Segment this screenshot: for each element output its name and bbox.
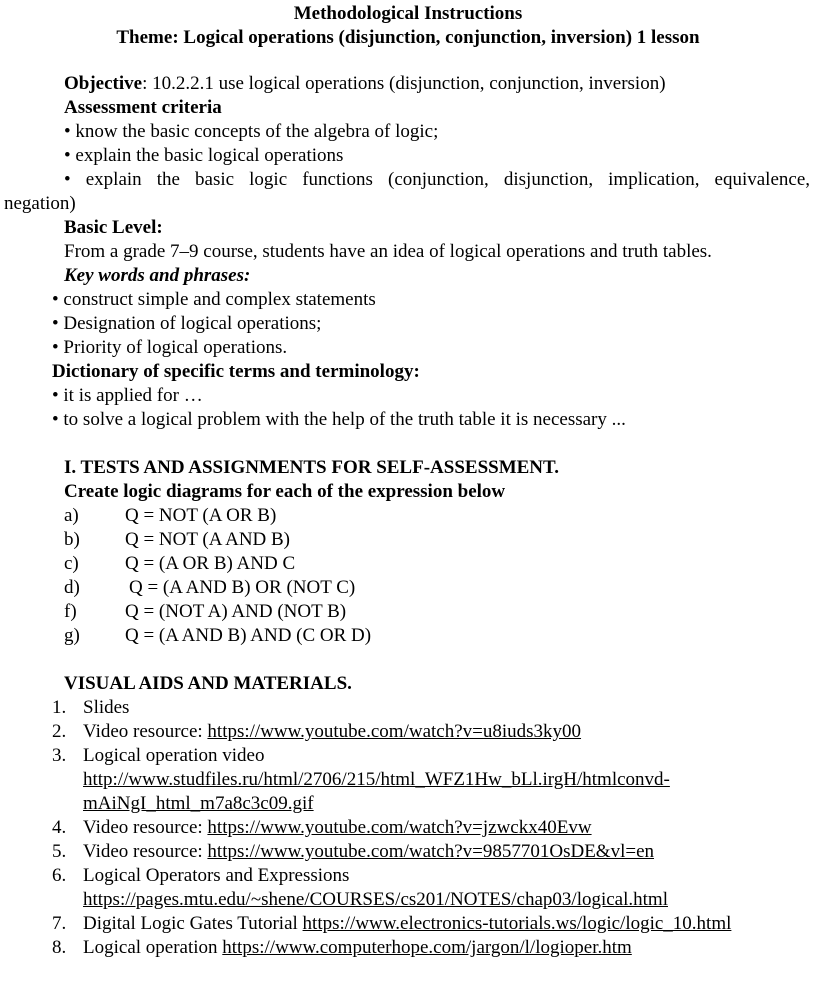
keywords-heading: Key words and phrases: xyxy=(64,265,251,286)
test-item-expression: Q = (A AND B) OR (NOT C) xyxy=(129,577,356,598)
test-item-label: f) xyxy=(64,601,77,622)
resource-number: 8. xyxy=(52,937,67,958)
keyword-item: • Priority of logical operations. xyxy=(52,337,288,358)
assessment-item: • explain the basic logical operations xyxy=(64,145,344,166)
resource-number: 6. xyxy=(52,865,67,886)
resource-number: 4. xyxy=(52,817,67,838)
visual-aids-heading: VISUAL AIDS AND MATERIALS. xyxy=(64,673,352,694)
test-item-label: d) xyxy=(64,577,80,598)
basic-level-text: From a grade 7–9 course, students have an idea of logical operations and truth tables. xyxy=(64,241,712,262)
test-item-expression: Q = (NOT A) AND (NOT B) xyxy=(125,601,347,622)
objective-text: : 10.2.2.1 use logical operations (disjunction, conjunction, inversion) xyxy=(142,73,666,94)
test-item-label: b) xyxy=(64,529,80,550)
test-item-expression: Q = (A AND B) AND (C OR D) xyxy=(125,625,372,646)
assessment-item: • know the basic concepts of the algebra of logic; xyxy=(64,121,439,142)
document-title: Methodological Instructions xyxy=(293,3,523,24)
test-item-expression: Q = NOT (A AND B) xyxy=(125,529,291,550)
basic-level-heading: Basic Level: xyxy=(64,217,163,238)
theme-text: : Logical operations (disjunction, conjunction, inversion) 1 lesson xyxy=(172,27,700,48)
dictionary-item: • to solve a logical problem with the help of the truth table it is necessary ... xyxy=(52,409,626,430)
resource-link[interactable]: https://www.youtube.com/watch?v=u8iuds3ky00 xyxy=(207,721,582,742)
dictionary-heading: Dictionary of specific terms and terminology: xyxy=(52,361,420,382)
assessment-continuation: negation) xyxy=(4,193,76,214)
resource-link[interactable]: http://www.studfiles.ru/html/2706/215/html_WFZ1Hw_bLl.irgH/htmlconvd- xyxy=(83,769,670,790)
resource-item: Logical operation video xyxy=(83,745,265,766)
resource-item xyxy=(83,720,581,744)
resource-item xyxy=(83,936,632,960)
objective xyxy=(64,72,666,96)
resource-item xyxy=(83,840,654,864)
assessment-item: • explain the basic logic functions (conjunction, disjunction, implication, equivalence, xyxy=(64,169,810,190)
resource-label: Video resource: xyxy=(83,817,208,838)
resource-label: Digital Logic Gates Tutorial xyxy=(83,913,303,934)
test-item-label: g) xyxy=(64,625,80,646)
resource-item: Logical Operators and Expressions xyxy=(83,865,350,886)
keyword-item: • construct simple and complex statements xyxy=(52,289,376,310)
resource-link-continued[interactable]: mAiNgI_html_m7a8c3c09.gif xyxy=(83,793,314,814)
tests-subheading: Create logic diagrams for each of the expression below xyxy=(64,481,506,502)
tests-heading: I. TESTS AND ASSIGNMENTS FOR SELF-ASSESSMENT. xyxy=(64,457,560,478)
theme-label: Theme xyxy=(116,27,173,48)
objective-label: Objective xyxy=(64,73,143,94)
dictionary-item: • it is applied for … xyxy=(52,385,203,406)
resource-number: 1. xyxy=(52,697,67,718)
resource-label: Video resource: xyxy=(83,721,208,742)
resource-link[interactable]: https://www.youtube.com/watch?v=jzwckx40Evw xyxy=(207,817,592,838)
test-item-expression: Q = (A OR B) AND C xyxy=(125,553,296,574)
assessment-heading: Assessment criteria xyxy=(64,97,222,118)
resource-number: 2. xyxy=(52,721,67,742)
resource-number: 5. xyxy=(52,841,67,862)
document-theme xyxy=(0,26,816,50)
resource-label: Logical operation xyxy=(83,937,223,958)
resource-label: Video resource: xyxy=(83,841,208,862)
resource-item: Slides xyxy=(83,697,130,718)
test-item-expression: Q = NOT (A OR B) xyxy=(125,505,277,526)
resource-link[interactable]: https://pages.mtu.edu/~shene/COURSES/cs201/NOTES/chap03/logical.html xyxy=(83,889,668,910)
resource-link[interactable]: https://www.electronics-tutorials.ws/logic/logic_10.html xyxy=(302,913,732,934)
resource-link[interactable]: https://www.youtube.com/watch?v=9857701OsDE&vl=en xyxy=(207,841,655,862)
keyword-item: • Designation of logical operations; xyxy=(52,313,322,334)
resource-item xyxy=(83,912,731,936)
resource-link[interactable]: https://www.computerhope.com/jargon/l/logioper.htm xyxy=(222,937,632,958)
resource-number: 7. xyxy=(52,913,67,934)
test-item-label: a) xyxy=(64,505,79,526)
test-item-label: c) xyxy=(64,553,79,574)
resource-item xyxy=(83,816,592,840)
resource-number: 3. xyxy=(52,745,67,766)
